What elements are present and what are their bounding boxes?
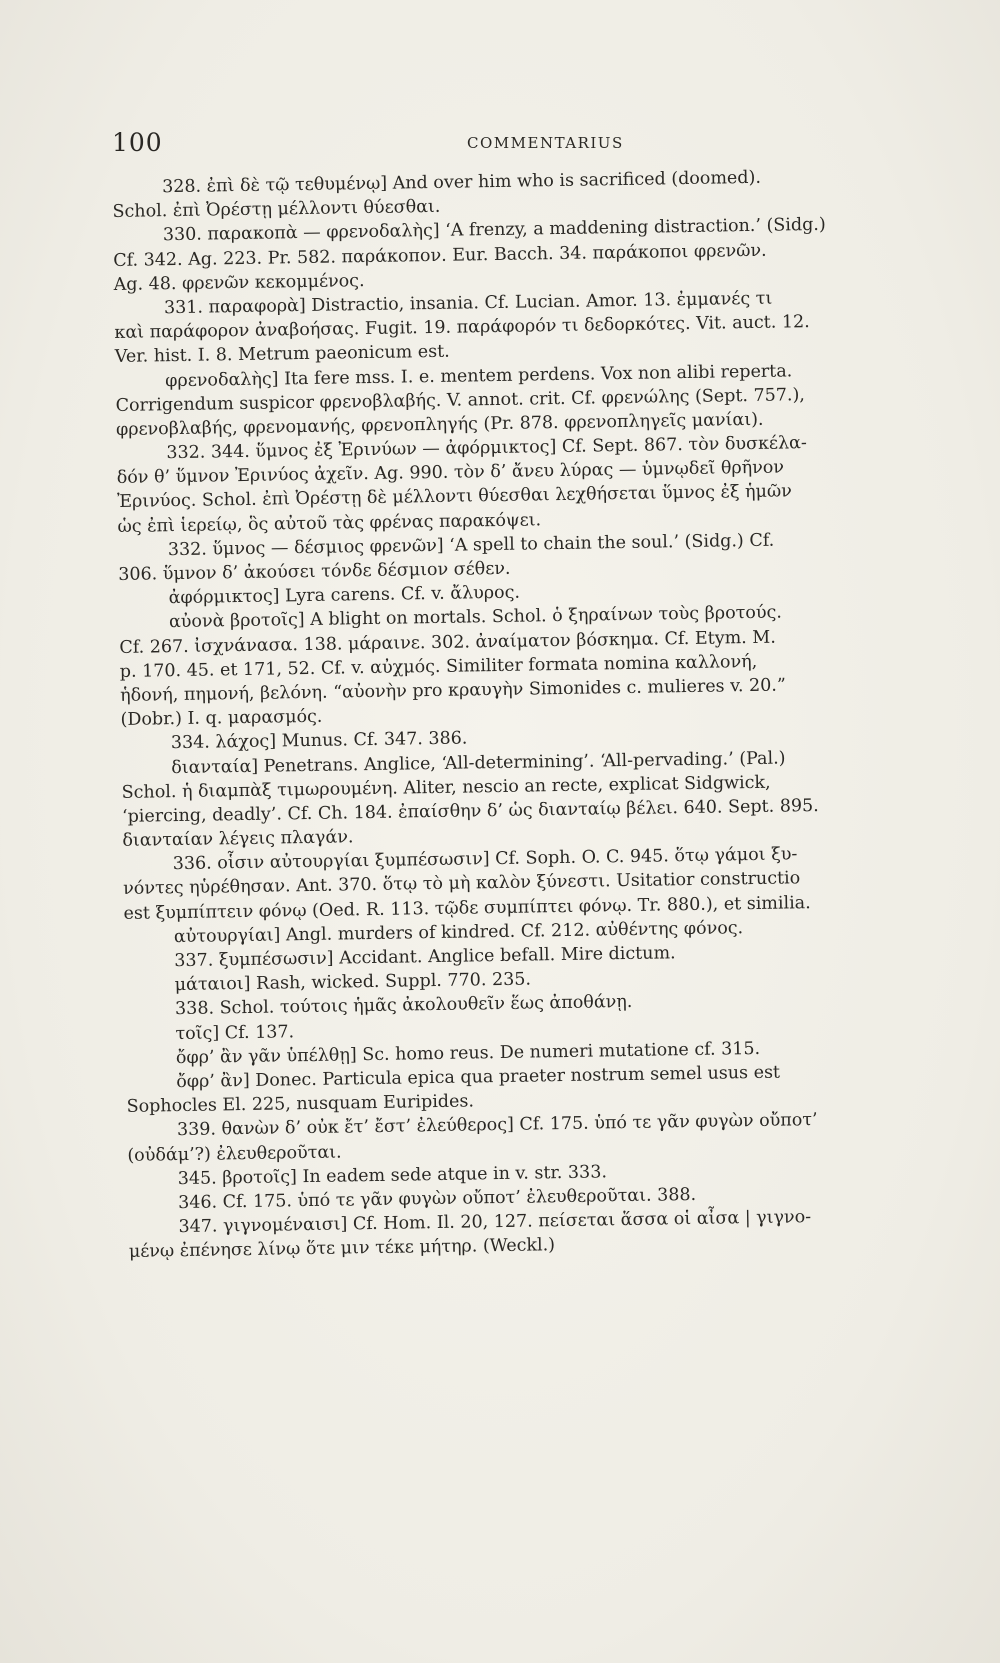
text-line: (οὐδάμ’?) ἐλευθεροῦται. bbox=[127, 1142, 342, 1166]
text-line: 330. παρακοπὰ — φρενοδαλὴς] ‘A frenzy, a maddening distraction.’ (Sidg.) bbox=[162, 215, 826, 246]
text-line: 332. ὕμνος — δέσμιος φρενῶν] ‘A spell to chain the soul.’ (Sidg.) Cf. bbox=[167, 530, 775, 560]
text-line: 345. βροτοῖς] In eadem sede atque in v. str. 333. bbox=[177, 1162, 608, 1189]
text-line: 331. παραφορὰ] Distractio, insania. Cf. Lucian. Amor. 13. ἐμμανές τι bbox=[163, 288, 773, 319]
text-line: 339. θανὼν δ’ οὐκ ἔτ’ ἔστ’ ἐλεύθερος] Cf. 175. ὑπό τε γᾶν φυγὼν οὔποτ’ bbox=[176, 1110, 818, 1141]
text-line: p. 170. 45. et 171, 52. Cf. v. αὐχμός. Similiter formata nomina καλλονή, bbox=[119, 651, 758, 682]
text-line: Schol. ἐπὶ Ὀρέστῃ μέλλοντι θύεσθαι. bbox=[112, 197, 441, 223]
text-line: διανταίαν λέγεις πλαγάν. bbox=[122, 827, 354, 851]
text-line: 306. ὕμνον δ’ ἀκούσει τόνδε δέσμιον σέθεν. bbox=[118, 558, 511, 585]
text-line: ‘piercing, deadly’. Cf. Ch. 184. ἐπαίσθην δ’ ὡς διανταίῳ βέλει. 640. Sept. 895. bbox=[121, 795, 819, 827]
text-line: ἡδονή, πημονή, βελόνη. “αὐονὴν pro κραυγὴν Simonides c. mulieres v. 20.” bbox=[120, 675, 787, 706]
text-line: 338. Schol. τούτοις ἡμᾶς ἀκολουθεῖν ἕως ἀποθάνῃ. bbox=[174, 992, 633, 1020]
text-line: 347. γιγνομέναισι] Cf. Hom. Il. 20, 127. πείσεται ἅσσα οἱ αἶσα | γιγνο- bbox=[178, 1207, 812, 1238]
page-number: 100 bbox=[112, 128, 163, 157]
text-line: ὄφρ’ ἂν γᾶν ὑπέλθῃ] Sc. homo reus. De numeri mutatione cf. 315. bbox=[175, 1038, 761, 1068]
text-line: Ag. 48. φρενῶν κεκομμένος. bbox=[113, 270, 365, 295]
text-line: est ξυμπίπτειν φόνῳ (Oed. R. 113. τῷδε συμπίπτει φόνῳ. Tr. 880.), et similia. bbox=[123, 892, 811, 924]
text-line: ἀφόρμικτος] Lyra carens. Cf. v. ἄλυρος. bbox=[168, 582, 521, 609]
text-line: 336. οἷσιν αὐτουργίαι ξυμπέσωσιν] Cf. Soph. O. C. 945. ὅτῳ γάμοι ξυ- bbox=[172, 844, 798, 875]
text-line: δόν θ’ ὕμνον Ἐρινύος ἀχεῖν. Ag. 990. τὸν δ’ ἄνευ λύρας — ὑμνῳδεῖ θρῆνον bbox=[116, 457, 785, 489]
text-line: αὐτουργίαι] Angl. murders of kindred. Cf. 212. αὐθέντης φόνος. bbox=[173, 917, 744, 947]
text-line: (Dobr.) I. q. μαρασμός. bbox=[120, 706, 323, 731]
text-line: νόντες ηὑρέθησαν. Ant. 370. ὅτῳ τὸ μὴ καλὸν ξύνεστι. Usitatior constructio bbox=[123, 868, 801, 900]
text-line: Cf. 267. ἰσχνάνασα. 138. μάραινε. 302. ἀναίματον βόσκημα. Cf. Etym. M. bbox=[119, 627, 776, 658]
text-line: Sophocles El. 225, nusquam Euripides. bbox=[126, 1091, 475, 1118]
text-line: διανταία] Penetrans. Anglice, ‘All-determining’. ‘All-pervading.’ (Pal.) bbox=[171, 747, 786, 778]
text-line: φρενοδαλὴς] Ita fere mss. I. e. mentem perdens. Vox non alibi reperta. bbox=[165, 360, 793, 391]
text-line: μένῳ ἐπένησε λίνῳ ὅτε μιν τέκε μήτηρ. (Weckl.) bbox=[128, 1235, 556, 1263]
page-header bbox=[112, 128, 922, 168]
text-line: Corrigendum suspicor φρενοβλαβής. V. annot. crit. Cf. φρενώλης (Sept. 757.), bbox=[115, 384, 806, 416]
text-line: φρενοβλαβής, φρενομανής, φρενοπληγής (Pr. 878. φρενοπληγεῖς μανίαι). bbox=[115, 409, 764, 440]
text-line: 328. ἐπὶ δὲ τῷ τεθυμένῳ] And over him who is sacrificed (doomed). bbox=[162, 167, 762, 198]
text-line: 346. Cf. 175. ὑπό τε γᾶν φυγὼν οὔποτ’ ἐλευθεροῦται. 388. bbox=[177, 1184, 697, 1213]
text-line: Cf. 342. Ag. 223. Pr. 582. παράκοπον. Eur. Bacch. 34. παράκοποι φρενῶν. bbox=[113, 240, 767, 271]
text-line: μάταιοι] Rash, wicked. Suppl. 770. 235. bbox=[174, 969, 532, 996]
text-line: 334. λάχος] Munus. Cf. 347. 386. bbox=[170, 728, 468, 754]
text-line: Schol. ἡ διαμπὰξ τιμωρουμένη. Aliter, nescio an recte, explicat Sidgwick, bbox=[121, 772, 771, 803]
text-line: 332. 344. ὕμνος ἐξ Ἐρινύων — ἀφόρμικτος] Cf. Sept. 867. τὸν δυσκέλα- bbox=[166, 433, 807, 464]
text-line: ὡς ἐπὶ ἱερείῳ, ὃς αὐτοῦ τὰς φρένας παρακόψει. bbox=[117, 509, 542, 537]
text-line: Ver. hist. I. 8. Metrum paeonicum est. bbox=[114, 342, 450, 368]
running-title: COMMENTARIUS bbox=[467, 134, 624, 152]
text-line: αὐονὰ βροτοῖς] A blight on mortals. Schol. ὁ ξηραίνων τοὺς βροτούς. bbox=[168, 602, 783, 633]
text-line: τοῖς] Cf. 137. bbox=[175, 1021, 295, 1044]
text-line: ὄφρ’ ἂν] Donec. Particula epica qua praeter nostrum semel usus est bbox=[176, 1062, 781, 1093]
text-line: καὶ παράφορον ἀναβοήσας. Fugit. 19. παράφορόν τι δεδορκότες. Vit. auct. 12. bbox=[114, 312, 810, 344]
text-line: 337. ξυμπέσωσιν] Accidant. Anglice befall. Mire dictum. bbox=[174, 943, 676, 972]
commentary-body bbox=[112, 163, 949, 1264]
text-line: Ἐρινύος. Schol. ἐπὶ Ὀρέστῃ δὲ μέλλοντι θύεσθαι λεχθήσεται ὕμνος ἐξ ἡμῶν bbox=[116, 481, 793, 513]
